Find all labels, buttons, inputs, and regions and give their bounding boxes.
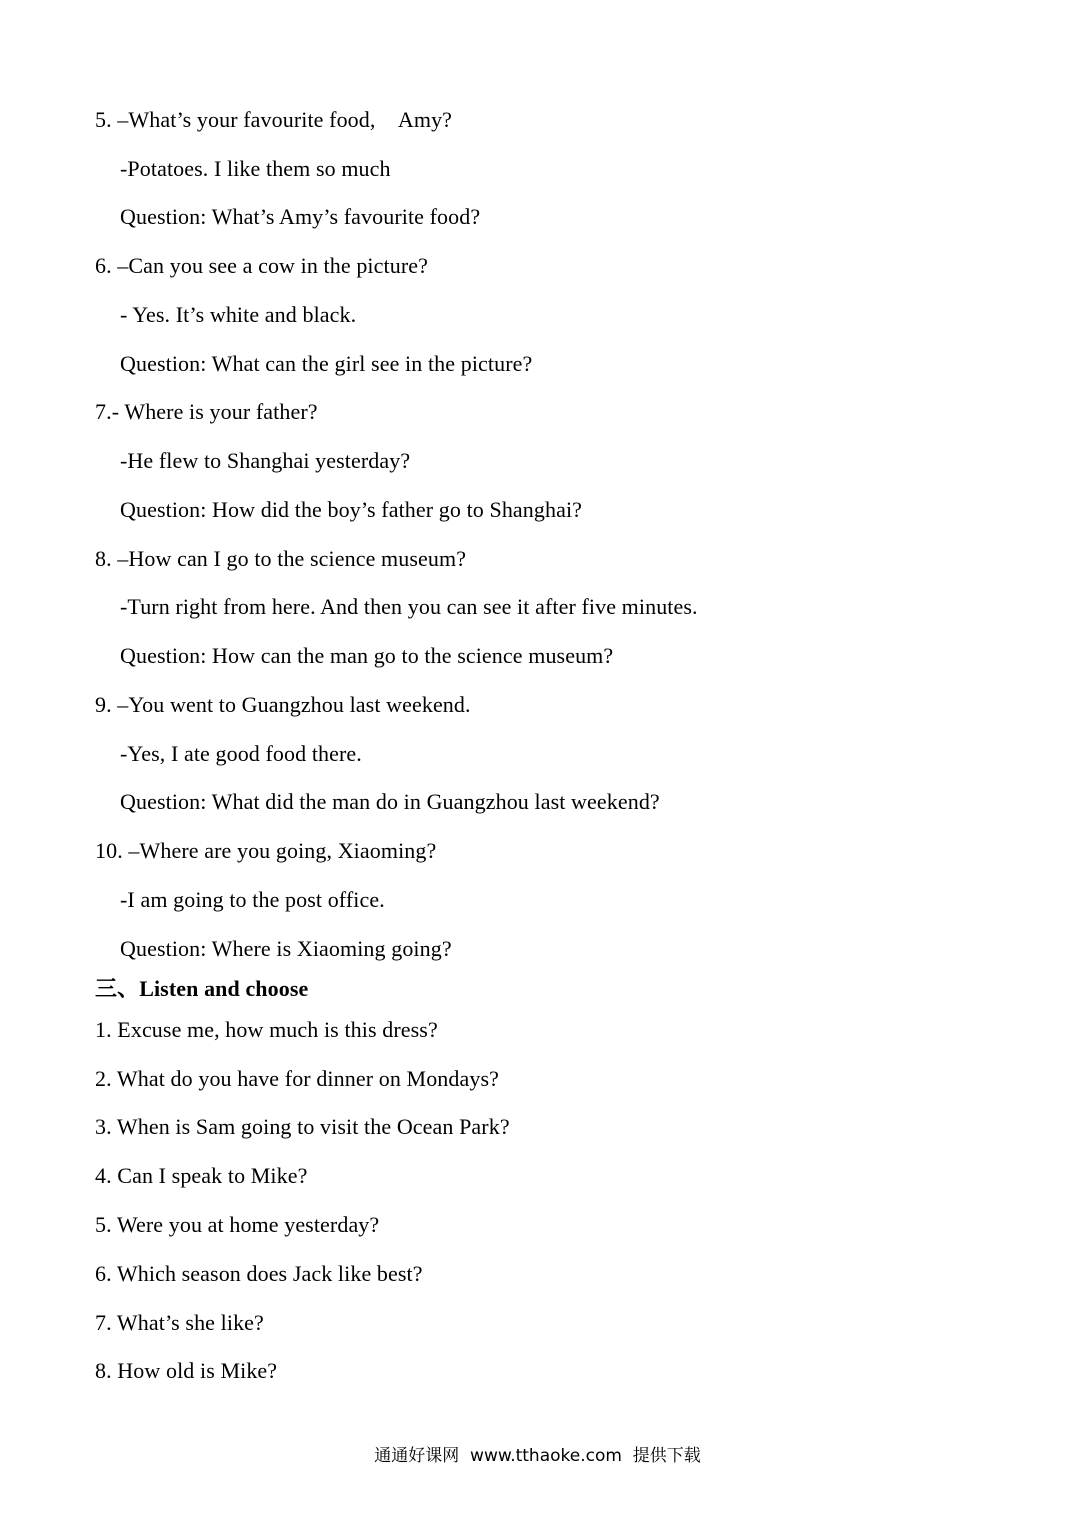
list-item: 7. What’s she like? <box>95 1310 264 1335</box>
answer-line: -Turn right from here. And then you can see it after five minutes. <box>120 594 698 619</box>
list-item: 4. Can I speak to Mike? <box>95 1163 308 1188</box>
question-line: Question: What did the man do in Guangzhou last weekend? <box>120 789 660 814</box>
dialogue-line: 7.- Where is your father? <box>95 399 318 424</box>
question-line: Question: How can the man go to the science museum? <box>120 643 614 668</box>
dialogue-line: 8. –How can I go to the science museum? <box>95 546 467 571</box>
answer-line: -Yes, I ate good food there. <box>120 741 362 766</box>
list-item: 3. When is Sam going to visit the Ocean Park? <box>95 1114 510 1139</box>
answer-line: -I am going to the post office. <box>120 887 385 912</box>
dialogue-line: 10. –Where are you going, Xiaoming? <box>95 838 437 863</box>
answer-line: -Potatoes. I like them so much <box>120 156 391 181</box>
page-footer: 通通好课网 www.tthaoke.com 提供下载 <box>374 1446 701 1466</box>
dialogue-line: 9. –You went to Guangzhou last weekend. <box>95 692 471 717</box>
list-item: 2. What do you have for dinner on Mondays? <box>95 1066 499 1091</box>
dialogue-line: 5. –What’s your favourite food, Amy? <box>95 107 453 132</box>
question-line: Question: What’s Amy’s favourite food? <box>120 204 481 229</box>
list-item: 8. How old is Mike? <box>95 1358 278 1383</box>
list-item: 1. Excuse me, how much is this dress? <box>95 1017 438 1042</box>
question-line: Question: What can the girl see in the picture? <box>120 351 533 376</box>
list-item: 6. Which season does Jack like best? <box>95 1261 423 1286</box>
answer-line: - Yes. It’s white and black. <box>120 302 357 327</box>
question-line: Question: How did the boy’s father go to Shanghai? <box>120 497 583 522</box>
answer-line: -He flew to Shanghai yesterday? <box>120 448 411 473</box>
question-line: Question: Where is Xiaoming going? <box>120 936 452 961</box>
section-heading: 三、Listen and choose <box>95 976 309 1001</box>
list-item: 5. Were you at home yesterday? <box>95 1212 380 1237</box>
dialogue-line: 6. –Can you see a cow in the picture? <box>95 253 428 278</box>
